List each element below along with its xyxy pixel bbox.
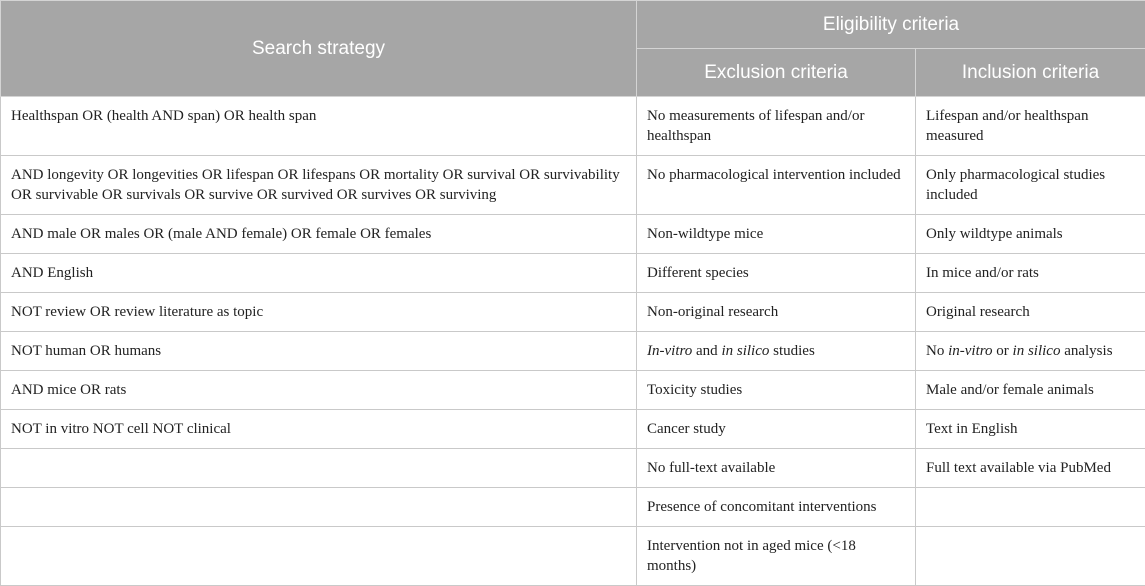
- search-cell: [1, 488, 637, 527]
- search-cell: [1, 527, 637, 586]
- inclusion-cell: Text in English: [916, 410, 1145, 449]
- inclusion-cell: Male and/or female animals: [916, 371, 1145, 410]
- header-inclusion-criteria: Inclusion criteria: [916, 49, 1145, 97]
- search-cell: AND English: [1, 254, 637, 293]
- search-cell: AND longevity OR longevities OR lifespan OR lifespans OR mortality OR survival OR survivability OR survivable OR survivals OR survive OR survived OR survives OR surviving: [1, 156, 637, 215]
- inclusion-cell: Lifespan and/or healthspan measured: [916, 97, 1145, 156]
- exclusion-cell: No full-text available: [637, 449, 916, 488]
- table-row: [1, 332, 1145, 371]
- exclusion-cell: Intervention not in aged mice (<18 months): [637, 527, 916, 586]
- exclusion-cell: Non-wildtype mice: [637, 215, 916, 254]
- inclusion-cell: Only wildtype animals: [916, 215, 1145, 254]
- search-cell: NOT human OR humans: [1, 332, 637, 371]
- inclusion-cell: [916, 488, 1145, 527]
- search-cell: [1, 449, 637, 488]
- inclusion-cell: In mice and/or rats: [916, 254, 1145, 293]
- table-row: [1, 371, 1145, 410]
- search-cell: Healthspan OR (health AND span) OR health span: [1, 97, 637, 156]
- table-row: [1, 293, 1145, 332]
- table-row: [1, 156, 1145, 215]
- table-row: [1, 449, 1145, 488]
- exclusion-cell: Presence of concomitant interventions: [637, 488, 916, 527]
- search-cell: AND mice OR rats: [1, 371, 637, 410]
- exclusion-cell: No measurements of lifespan and/or healthspan: [637, 97, 916, 156]
- exclusion-cell: Cancer study: [637, 410, 916, 449]
- search-cell: NOT review OR review literature as topic: [1, 293, 637, 332]
- search-cell: AND male OR males OR (male AND female) OR female OR females: [1, 215, 637, 254]
- inclusion-cell: Only pharmacological studies included: [916, 156, 1145, 215]
- header-search-strategy: Search strategy: [1, 1, 637, 97]
- exclusion-cell: No pharmacological intervention included: [637, 156, 916, 215]
- exclusion-cell: Toxicity studies: [637, 371, 916, 410]
- table-row: [1, 488, 1145, 527]
- exclusion-cell: Different species: [637, 254, 916, 293]
- inclusion-cell: Original research: [916, 293, 1145, 332]
- table-row: [1, 97, 1145, 156]
- inclusion-cell: Full text available via PubMed: [916, 449, 1145, 488]
- table-row: [1, 410, 1145, 449]
- table-row: [1, 527, 1145, 586]
- table-row: [1, 254, 1145, 293]
- header-eligibility-criteria: Eligibility criteria: [637, 1, 1145, 49]
- header-exclusion-criteria: Exclusion criteria: [637, 49, 916, 97]
- inclusion-cell: [916, 527, 1145, 586]
- inclusion-cell: No in-vitro or in silico analysis: [916, 332, 1145, 371]
- search-cell: NOT in vitro NOT cell NOT clinical: [1, 410, 637, 449]
- table-row: [1, 215, 1145, 254]
- exclusion-cell: Non-original research: [637, 293, 916, 332]
- exclusion-cell: In-vitro and in silico studies: [637, 332, 916, 371]
